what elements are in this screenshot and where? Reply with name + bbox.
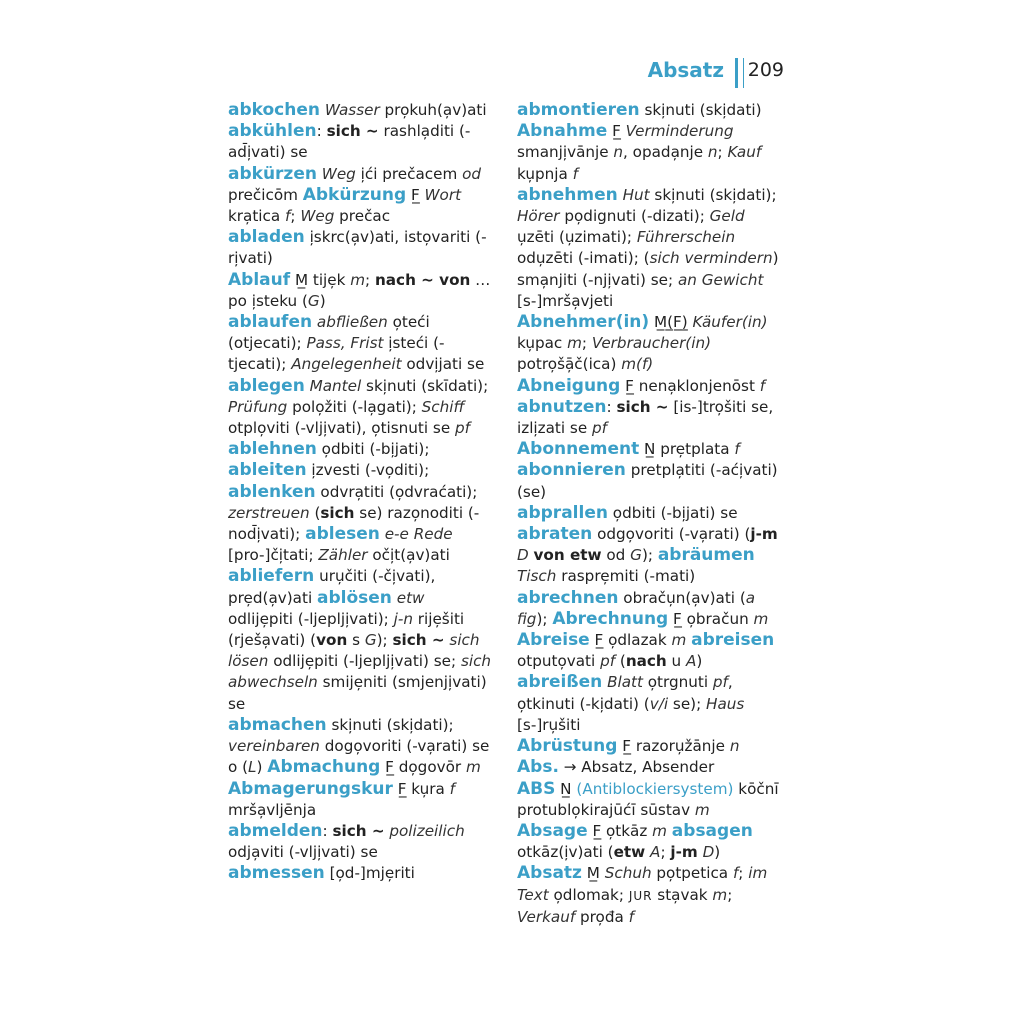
entry-text: pretpla̦titi (-aći̦vati) (se) [517,461,778,501]
italic-gloss: Verkauf [517,907,576,926]
entry-text: [s-]mrša̦vjeti [517,291,614,310]
headword: Abnahme [517,121,608,142]
headword: ABS [517,778,556,799]
headword: abraten [517,524,593,545]
italic-gloss: G [630,546,642,565]
header-divider [735,58,738,88]
italic-gloss: od [462,164,482,183]
entry-text: ; [660,843,671,862]
italic-gloss: Weg [300,207,335,226]
italic-gloss: f [759,376,766,395]
bold-phrase: etw [613,843,646,862]
headword: Abrechnung [552,608,669,629]
dictionary-entry-abs-system [517,779,783,821]
entry-text: odvra̦titi (o̦dvraćati); [315,482,478,501]
dictionary-entry-ablauf [228,270,494,312]
italic-gloss: A [650,843,661,862]
italic-gloss: Führerschein [636,228,736,247]
headword: Abs. [517,757,559,778]
entry-text: ; [727,885,733,904]
entry-text: dogo̦voriti (-va̦rati) se o ( [228,737,490,777]
entry-text: … po i̦steku ( [228,270,491,310]
dictionary-entry-abkuerzen [228,164,494,228]
entry-text: oči̦t(a̦v)ati [367,546,450,565]
entry-text: → Absatz, Absender [558,758,715,777]
entry-text: ; [365,270,375,289]
dictionary-entry-abladen [228,227,494,269]
entry-text: sta̦vak [652,885,713,904]
entry-text: odu̦zēti (-imati); ( [517,249,650,268]
dictionary-entry-absatz [517,863,783,928]
italic-gloss: Schiff [421,397,465,416]
italic-gloss: a fig [517,588,756,628]
italic-gloss: Verminderung [625,122,734,141]
italic-gloss: zerstreuen [228,503,310,522]
italic-gloss: G [307,291,320,310]
headword: ablenken [228,481,316,502]
italic-gloss: m [567,334,582,353]
italic-gloss: f [734,440,740,459]
entry-text: uru̦čiti (-či̦vati), pre̦d(a̦v)ati [228,567,436,607]
entry-text: ski̦nuti (ski̦dati); [649,185,777,204]
entry-text: odja̦viti (-vlji̦vati) se [228,843,378,862]
entry-text: M̲ tije̦k [290,270,351,289]
entry-text: o̦teći (otjecati); [228,313,430,353]
dictionary-entry-abkuehlen [228,121,494,163]
italic-gloss: f [732,864,739,883]
page-header [620,56,790,92]
entry-text: ) [319,291,326,310]
italic-gloss: m [465,758,481,777]
italic-gloss: Angelegenheit [291,355,402,374]
headword: Abreise [517,630,590,651]
italic-gloss: Verbraucher(in) [591,334,712,353]
italic-gloss: f [628,907,634,926]
dictionary-entry-abmessen [228,863,494,884]
italic-gloss: f [449,779,455,798]
italic-gloss: Wort [424,185,462,204]
dictionary-entry-abnahme [517,121,783,185]
bold-phrase: j-m [750,525,778,544]
bold-phrase: sich ~ [616,397,669,416]
headword: abreißen [517,672,603,693]
entry-text: o̦dlomak; [548,885,629,904]
italic-gloss: n [613,143,624,162]
italic-gloss: im Text [517,864,768,904]
italic-gloss: pf [592,419,607,438]
entry-text: [s-]ru̦šiti [517,715,581,734]
dictionary-entry-abonnieren [517,460,783,502]
entry-text: se) razo̦noditi (-nod̄i̦vati); [228,503,480,544]
entry-text: ; [717,143,728,162]
bold-phrase: sich ~ [332,821,385,840]
entry-text: , opada̦nje [623,143,708,162]
entry-text: ); [641,546,658,565]
entry-text: F̲ nena̦klonjenōst [620,376,760,395]
italic-gloss: Geld [709,207,745,226]
bold-phrase: sich [320,503,355,522]
entry-text: po̦tpetica [651,864,733,883]
headword: Abonnement [517,439,640,460]
entry-text: kōčnī protublo̦kirajūćī sūstav [517,779,779,819]
italic-gloss: j-n [393,609,413,628]
dictionary-entry-absage [517,821,783,863]
entry-text: potro̦šā̦č(ica) [517,355,622,374]
entry-text: polo̦žiti (-la̦gati); [287,397,422,416]
italic-gloss: L [248,758,257,777]
entry-text: ) sma̦njiti (-nji̦vati) se; [517,249,779,289]
italic-gloss: abfließen [316,313,388,332]
italic-gloss: Blatt [607,673,643,692]
entry-text: ; [581,334,592,353]
italic-gloss: m [671,631,687,650]
italic-gloss: sich lösen [228,631,480,671]
dictionary-entry-abnehmer [517,312,783,376]
dictionary-entry-ablegen [228,376,494,440]
dictionary-entry-abs [517,757,783,778]
entry-text: ski̦nuti (skīdati); [361,376,489,395]
entry-text: F̲ [406,185,425,204]
entry-text: [is-]tro̦šiti se, izli̦zati se [517,397,774,438]
italic-gloss: Weg [321,164,356,183]
entry-text: ); [376,631,393,650]
entry-text: : [316,122,327,141]
headword: Abrüstung [517,736,618,757]
entry-text: ; [738,864,749,883]
headword: abmelden [228,820,323,841]
italic-gloss: an Gewicht [677,270,764,289]
entry-text: F̲ razoru̦žānje [617,737,730,756]
dictionary-entry-abraten [517,524,783,588]
headword: abliefern [228,566,315,587]
italic-gloss: m [694,800,710,819]
dictionary-entry-abprallen [517,503,783,524]
bold-phrase: von etw [533,546,602,565]
header-divider-thin [743,58,744,88]
entry-text: o̦dbiti (-bi̦jati) se [607,503,738,522]
headword: ablehnen [228,439,317,460]
headword: abreisen [691,630,775,651]
headword: abkürzen [228,163,317,184]
entry-text: pro̦đa [575,907,629,926]
italic-gloss: Mantel [309,376,362,395]
italic-gloss: G [364,631,377,650]
headword: abladen [228,227,305,248]
headword: ableiten [228,460,307,481]
italic-gloss: Wasser [324,101,380,119]
dictionary-entry-abrechnen [517,588,783,630]
dictionary-entry-abreise [517,630,783,672]
entry-text: po̦dignuti (-dizati); [559,207,710,226]
entry-text: ) [696,652,703,671]
dictionary-entry-abruestung [517,736,783,757]
entry-text: rije̦šiti (rješa̦vati) ( [228,609,465,650]
entry-text: o̦dbiti (-bi̦jati); [316,440,430,459]
entry-text: pro̦kuh(a̦v)ati [379,101,487,119]
entry-text: s [347,631,365,650]
dictionary-entry-abmagerungskur [228,779,494,821]
entry-text: u [666,652,686,671]
italic-gloss: polizeilich [389,821,465,840]
entry-text: i̦steći (-tjecati); [228,334,445,374]
entry-text: kra̦tica [228,207,286,226]
entry-text: smanji̦vānje [517,143,614,162]
entry-text: rashla̦diti (-ad̄i̦vati) se [228,122,471,162]
italic-gloss: sich vermindern [649,249,773,268]
entry-text: ); [536,609,553,628]
italic-gloss: Zähler [318,546,368,565]
entry-text: odvi̦jati se [401,355,485,374]
headword: ablegen [228,375,305,396]
entry-text: ) [714,843,721,862]
italic-gloss: Schuh [604,864,652,883]
headword: Abmachung [267,757,381,778]
entry-text: u̦zēti (u̦zimati); [517,228,637,247]
dictionary-entry-abmontieren [517,100,783,121]
headword: abräumen [657,545,755,566]
italic-gloss: pf [600,652,616,671]
headword: Absage [517,820,588,841]
italic-gloss: v/i [649,694,669,713]
entry-text: ; [290,207,301,226]
headword: ablesen [305,524,380,545]
italic-gloss: pf [455,419,471,438]
entry-text: obraču̦n(a̦v)ati ( [618,588,746,607]
headword: abkühlen [228,121,317,142]
bold-phrase: sich ~ [392,631,445,650]
running-headword: Absatz [647,58,724,82]
entry-text: F̲ o̦tkāz [587,821,653,840]
italic-gloss: m(f) [621,355,654,374]
italic-gloss: Käufer(in) [692,313,768,332]
headword: abnutzen [517,396,607,417]
italic-gloss: n [707,143,718,162]
entry-text: [o̦d-]mje̦riti [324,864,415,883]
entry-text: i̦skrc(a̦v)ati, isto̦variti (-ri̦vati) [228,228,487,268]
headword: Abnehmer(in) [517,312,650,333]
italic-gloss: e-e Rede [384,525,453,544]
entry-text: F̲ o̦bračun [668,609,754,628]
entry-text: ( [615,652,626,671]
entry-text: od [601,546,631,565]
bold-phrase: sich ~ [326,122,379,141]
dictionary-entry-ablehnen [228,439,494,715]
entry-text: i̦ći prečacem [355,164,463,183]
dictionary-entry-abkochen [228,100,494,121]
italic-gloss: Tisch [517,567,557,586]
headword: absagen [671,820,753,841]
entry-text: F̲ ku̦ra [392,779,450,798]
italic-gloss: m [712,885,728,904]
italic-gloss: sich abwechseln [228,652,492,692]
entry-text: F̲ do̦govōr [380,758,466,777]
bold-phrase: j-m [670,843,698,862]
italic-gloss: Hut [622,185,650,204]
italic-gloss: Kauf [727,143,762,162]
entry-text: otputo̦vati [517,652,601,671]
italic-gloss: n [729,737,740,756]
entry-text: prečac [334,207,391,226]
italic-gloss: m [350,270,366,289]
entry-text: ku̦pnja [517,164,573,183]
entry-text: N̲ pre̦tplata [639,440,735,459]
entry-text: prečicōm [228,185,303,204]
dictionary-entry-ablaufen [228,312,494,376]
headword: Abkürzung [302,184,407,205]
italic-gloss: m [652,821,667,840]
page-number: 209 [747,59,784,81]
dictionary-entry-abnutzen [517,397,783,439]
headword: abkochen [228,100,320,120]
headword: abmessen [228,863,325,884]
italic-gloss: f [285,207,291,226]
dictionary-entry-abmachen [228,715,494,779]
entry-text: odgo̦voriti (-va̦rati) ( [592,525,751,544]
italic-gloss: etw [396,588,425,607]
headword: ablaufen [228,312,313,333]
entry-text: [pro-]či̦tati; [228,546,319,565]
field-label: JUR [628,888,653,903]
italic-gloss: Pass, Frist [306,334,384,353]
italic-gloss: f [572,164,578,183]
blue-note: (Antiblockiersystem) [576,779,734,798]
italic-gloss: Haus [706,694,745,713]
entry-text: odlije̦piti (-ljeplji̦vati); [228,609,394,628]
entry-text: se); [668,694,707,713]
entry-text: M̲(̲F̲)̲ [649,313,693,332]
entry-text: o̦trgnuti [642,673,713,692]
italic-gloss: Prüfung [228,397,288,416]
entry-text: , o̦tkinuti (-ki̦dati) ( [517,673,733,713]
headword: abmachen [228,714,327,735]
headword: Absatz [517,863,582,884]
italic-gloss: A [686,652,697,671]
italic-gloss: D [517,546,529,565]
dictionary-entry-abneigung [517,376,783,397]
dictionary-entry-abmelden [228,821,494,863]
bold-phrase: nach [625,652,667,671]
entry-text: odlije̦piti (-ljeplji̦vati) se; [268,652,461,671]
left-column [228,100,494,885]
headword: abnehmen [517,184,618,205]
headword: abmontieren [517,100,640,120]
entry-text: i̦zvesti (-vo̦diti); [306,461,430,480]
entry-text: : [606,397,617,416]
bold-phrase: von [316,631,348,650]
dictionary-entry-abnehmen [517,185,783,312]
italic-gloss: m [753,609,769,628]
entry-text: : [322,821,333,840]
entry-text: N̲ [555,779,577,798]
entry-text: otplo̦viti (-vlji̦vati), o̦tisnuti se [228,419,456,438]
italic-gloss: D [702,843,715,862]
dictionary-entry-abonnement [517,439,783,460]
dictionary-entry-abreissen [517,672,783,736]
entry-text: raspre̦miti (-mati) [556,567,696,586]
entry-text: ku̦pac [517,334,568,353]
headword: abprallen [517,502,608,523]
headword: abonnieren [517,460,626,481]
entry-text: ( [309,503,321,522]
entry-text: ski̦nuti (ski̦dati); [326,715,454,734]
headword: ablösen [317,587,392,608]
entry-text: mrša̦vljēnja [228,800,317,819]
entry-text: ) [256,758,268,777]
italic-gloss: pf [712,673,728,692]
entry-text: smije̦niti (smjenji̦vati) se [228,673,487,713]
entry-text: otkāz(i̦v)ati ( [517,843,614,862]
right-column [517,100,783,928]
headword: Abmagerungskur [228,778,393,799]
headword: abrechnen [517,587,619,608]
entry-text: M̲ [581,864,605,883]
headword: Ablauf [228,269,291,290]
italic-gloss: vereinbaren [228,737,320,756]
entry-text: ski̦nuti (ski̦dati) [639,101,762,119]
entry-text: F̲ [607,122,626,141]
entry-text: F̲ o̦dlazak [589,631,672,650]
italic-gloss: Hörer [517,207,560,226]
headword: Abneigung [517,375,621,396]
bold-phrase: nach ~ von [375,270,471,289]
